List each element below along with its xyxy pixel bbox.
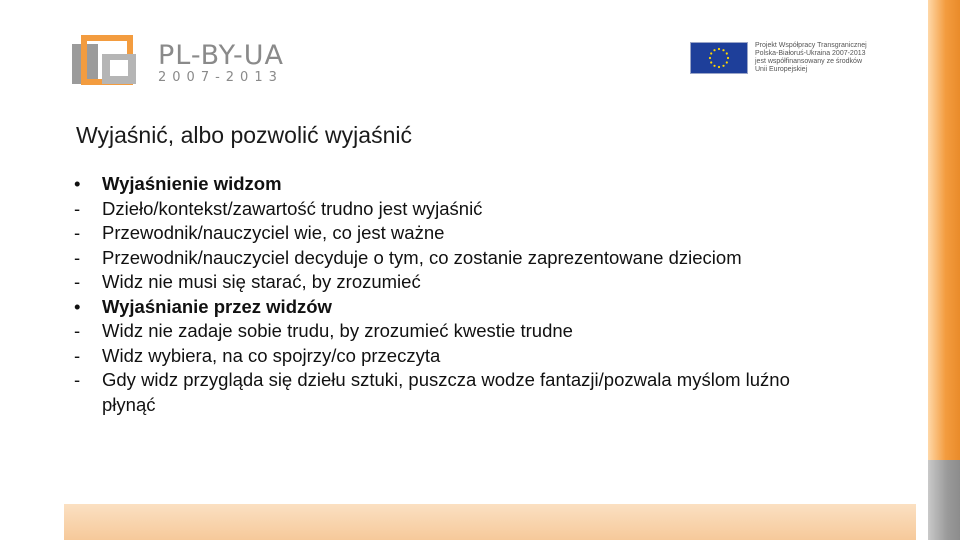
eu-text-line: Unii Europejskiej bbox=[755, 66, 808, 73]
dash-marker: - bbox=[74, 320, 81, 341]
right-orange-bar bbox=[928, 0, 960, 460]
eu-star-icon bbox=[726, 52, 728, 54]
eu-star-icon bbox=[718, 66, 720, 68]
eu-text-line: jest współfinansowany ze środków bbox=[755, 58, 862, 65]
dash-marker: - bbox=[74, 246, 81, 268]
dash-marker: - bbox=[74, 344, 81, 366]
eu-star-icon bbox=[713, 49, 715, 51]
eu-star-icon bbox=[726, 61, 728, 63]
bullet-marker: • bbox=[74, 173, 81, 194]
list-item-text: Widz wybiera, na co spojrzy/co przeczyta bbox=[102, 344, 441, 366]
eu-star-icon bbox=[718, 48, 720, 50]
right-gray-bar bbox=[928, 460, 960, 540]
list-item bbox=[74, 319, 794, 344]
list-item-text: Wyjaśnianie przez widzów bbox=[102, 295, 332, 317]
list-item bbox=[74, 270, 794, 295]
eu-star-icon bbox=[710, 52, 712, 54]
eu-flag-icon bbox=[690, 42, 748, 74]
bottom-orange-bar bbox=[64, 504, 916, 540]
dash-marker: - bbox=[74, 271, 81, 292]
list-item bbox=[74, 197, 794, 222]
eu-star-icon bbox=[709, 57, 711, 59]
list-item-text: Wyjaśnienie widzom bbox=[102, 173, 282, 194]
logo-title: PL-BY-UA bbox=[158, 40, 284, 71]
list-item-text: Widz nie musi się starać, by zrozumieć bbox=[102, 271, 421, 292]
dash-marker: - bbox=[74, 197, 81, 219]
list-item bbox=[74, 295, 794, 320]
eu-cofinancing-note bbox=[755, 42, 905, 74]
bullet-marker: • bbox=[74, 295, 81, 317]
program-logo bbox=[72, 34, 142, 90]
eu-star-icon bbox=[710, 61, 712, 63]
list-item bbox=[74, 172, 794, 197]
eu-text-line: Polska-Białoruś-Ukraina 2007-2013 bbox=[755, 50, 866, 57]
list-item-text: Widz nie zadaje sobie trudu, by zrozumieć kwestie trudne bbox=[102, 320, 573, 341]
slide-title: Wyjaśnić, albo pozwolić wyjaśnić bbox=[76, 122, 412, 148]
bullet-list bbox=[74, 172, 794, 417]
list-item bbox=[74, 246, 794, 271]
list-item-text: Gdy widz przygląda się dziełu sztuki, puszcza wodze fantazji/pozwala myślom luźno płynąć bbox=[102, 369, 790, 415]
dash-marker: - bbox=[74, 222, 81, 243]
eu-star-icon bbox=[722, 49, 724, 51]
list-item bbox=[74, 368, 794, 417]
list-item-text: Przewodnik/nauczyciel decyduje o tym, co zostanie zaprezentowane dzieciom bbox=[102, 246, 742, 268]
eu-star-icon bbox=[713, 65, 715, 67]
eu-star-icon bbox=[727, 57, 729, 59]
list-item bbox=[74, 344, 794, 369]
dash-marker: - bbox=[74, 369, 81, 390]
logo-years: 2007-2013 bbox=[158, 70, 283, 85]
eu-text-line: Projekt Współpracy Transgranicznej bbox=[755, 42, 867, 49]
eu-star-icon bbox=[722, 65, 724, 67]
list-item bbox=[74, 221, 794, 246]
list-item-text: Przewodnik/nauczyciel wie, co jest ważne bbox=[102, 222, 445, 243]
list-item-text: Dzieło/kontekst/zawartość trudno jest wyjaśnić bbox=[102, 197, 483, 219]
